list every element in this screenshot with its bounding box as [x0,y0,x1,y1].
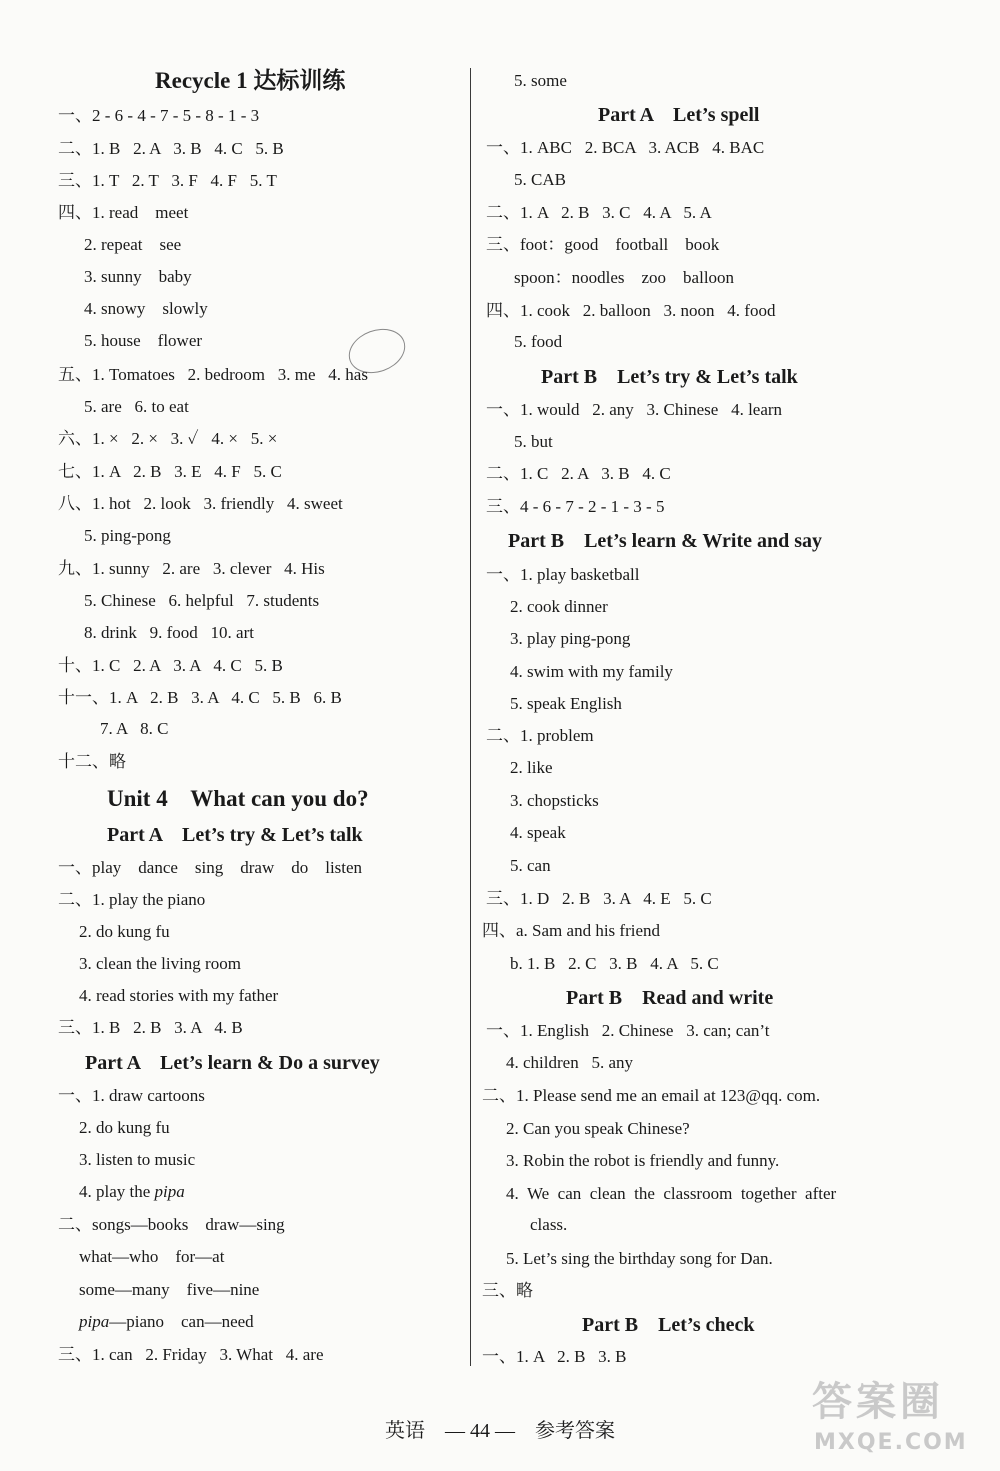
answer-line: 5. house flower [84,331,203,350]
answer-line: 4. speak [510,823,566,842]
italic-word: pipa [79,1312,110,1331]
answer-line: b. 1. B 2. C 3. B 4. A 5. C [510,954,719,973]
section-heading: Part A Let’s try & Let’s talk [107,824,363,846]
answer-line: 二、songs—books draw—sing [58,1215,285,1234]
answer-line: class. [530,1215,568,1234]
answer-line: 5. some [514,71,567,90]
section-heading: Part B Let’s learn & Write and say [508,530,823,552]
answer-line: 九、1. sunny 2. are 3. clever 4. His [58,559,325,578]
answer-line: 2. cook dinner [510,597,608,616]
answer-line: 2. do kung fu [79,1118,170,1137]
answer-line: 2. repeat see [84,235,182,254]
answer-line: 3. play ping-pong [510,629,631,648]
answer-line: 四、1. cook 2. balloon 3. noon 4. food [486,301,776,320]
answer-line: 十、1. C 2. A 3. A 4. C 5. B [58,656,283,675]
answer-line: 3. clean the living room [79,954,241,973]
answer-line: 5. but [514,432,553,451]
answer-line: 三、1. T 2. T 3. F 4. F 5. T [58,171,277,190]
answer-line: 5. Let’s sing the birthday song for Dan. [506,1249,773,1268]
answer-line: 2. like [510,758,553,777]
answer-line: 一、play dance sing draw do listen [58,858,363,877]
section-heading: Part A Let’s learn & Do a survey [85,1052,380,1074]
page-footer: 英语 — 44 — 参考答案 [385,1420,615,1442]
answer-line [79,1311,254,1333]
answer-line: 5. Chinese 6. helpful 7. students [84,591,320,610]
column-divider [470,68,471,1366]
italic-word: pipa [154,1182,185,1201]
answer-line: 八、1. hot 2. look 3. friendly 4. sweet [58,494,343,513]
answer-line: 二、1. play the piano [58,890,206,909]
answer-line [79,1181,185,1203]
answer-line: 二、1. Please send me an email at 123@qq. com. [482,1086,821,1105]
answer-line: 7. A 8. C [100,719,169,738]
answer-line: 一、1. English 2. Chinese 3. can; can’t [486,1021,770,1040]
section-heading: Part A Let’s spell [598,104,760,126]
section-heading: Part B Read and write [566,987,774,1009]
answer-line: 一、1. play basketball [486,565,640,584]
watermark-logo [800,1372,990,1462]
answer-line: 5. speak English [510,694,622,713]
answer-line: 四、a. Sam and his friend [482,921,660,940]
unit-title: Unit 4 What can you do? [107,786,369,811]
answer-line: 四、1. read meet [58,203,189,222]
answer-line: 十二、略 [58,752,126,771]
answer-line: 二、1. B 2. A 3. B 4. C 5. B [58,139,284,158]
answer-line: 七、1. A 2. B 3. E 4. F 5. C [58,462,282,481]
answer-line: 十一、1. A 2. B 3. A 4. C 5. B 6. B [58,688,342,707]
answer-line: 三、4 - 6 - 7 - 2 - 1 - 3 - 5 [486,497,665,516]
answer-line: 4. snowy slowly [84,299,208,318]
answer-line: 3. Robin the robot is friendly and funny. [506,1151,780,1170]
answer-text: 4. play the [79,1182,155,1201]
answer-line: 二、1. A 2. B 3. C 4. A 5. A [486,203,712,222]
answer-line: 3. listen to music [79,1150,196,1169]
answer-line: 5. can [510,856,551,875]
answer-line: 3. sunny baby [84,267,192,286]
answer-line: 一、1. would 2. any 3. Chinese 4. learn [486,400,783,419]
watermark-bottom: MXQE.COM [814,1430,968,1455]
answer-line: 2. do kung fu [79,922,170,941]
answer-line: 一、1. A 2. B 3. B [482,1347,627,1366]
answer-line: 3. chopsticks [510,791,599,810]
section-heading: Part B Let’s check [582,1314,755,1336]
answer-line: 一、1. ABC 2. BCA 3. ACB 4. BAC [486,138,765,157]
answer-line: what—who for—at [79,1247,225,1266]
answer-text: —piano can—need [109,1312,254,1331]
answer-line: 三、1. D 2. B 3. A 4. E 5. C [486,889,712,908]
answer-line: 4. children 5. any [506,1053,633,1072]
answer-line: 8. drink 9. food 10. art [84,623,254,642]
answer-line: 二、1. problem [486,726,594,745]
answer-line: 4. read stories with my father [79,986,279,1005]
answer-line: 5. ping-pong [84,526,171,545]
answer-line: 4. We can clean the classroom together after [506,1184,837,1203]
answer-line: 5. food [514,332,563,351]
answer-line: 二、1. C 2. A 3. B 4. C [486,464,671,483]
answer-line: 五、1. Tomatoes 2. bedroom 3. me 4. has [58,365,368,384]
answer-line: 2. Can you speak Chinese? [506,1119,690,1138]
answer-line: 一、2 - 6 - 4 - 7 - 5 - 8 - 1 - 3 [58,106,260,125]
answer-line: 4. swim with my family [510,662,673,681]
answer-line: 三、1. can 2. Friday 3. What 4. are [58,1345,324,1364]
answer-line: some—many five—nine [79,1280,260,1299]
answer-line: 一、1. draw cartoons [58,1086,205,1105]
recycle-title: Recycle 1 达标训练 [155,68,346,93]
answer-line: 六、1. × 2. × 3. ✓ 4. × 5. × [58,429,278,448]
answer-line: 三、foot：good football book [486,235,720,254]
answer-line: 5. CAB [514,170,566,189]
answer-line: 三、略 [482,1281,533,1300]
answer-line: 三、1. B 2. B 3. A 4. B [58,1018,243,1037]
answer-line: spoon：noodles zoo balloon [514,268,735,287]
watermark-top: 答案圈 [812,1379,944,1425]
answer-line: 5. are 6. to eat [84,397,189,416]
section-heading: Part B Let’s try & Let’s talk [541,366,798,388]
